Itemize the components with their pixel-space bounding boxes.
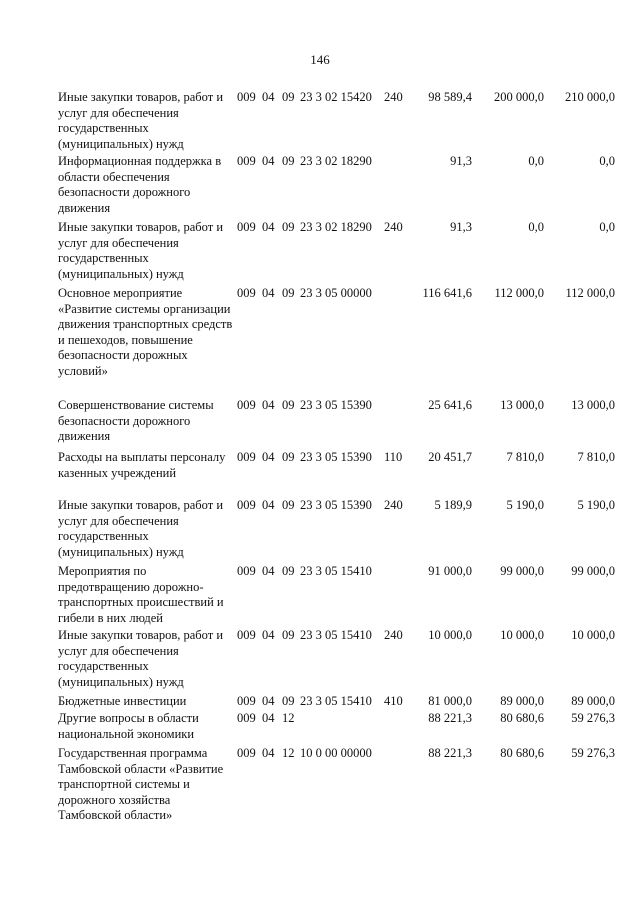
row-value-3: 5 190,0 bbox=[577, 498, 615, 512]
row-value-2: 0,0 bbox=[528, 154, 544, 168]
table-row bbox=[0, 90, 640, 154]
row-vr: 240 bbox=[384, 90, 403, 104]
row-rz: 04 bbox=[262, 398, 275, 412]
row-pr: 09 bbox=[282, 450, 295, 464]
row-value-2: 99 000,0 bbox=[500, 564, 544, 578]
row-value-2: 80 680,6 bbox=[500, 711, 544, 725]
row-value-2: 112 000,0 bbox=[494, 286, 544, 300]
row-grbs: 009 bbox=[237, 746, 256, 760]
row-rz: 04 bbox=[262, 286, 275, 300]
row-value-1: 88 221,3 bbox=[428, 711, 472, 725]
row-vr: 240 bbox=[384, 498, 403, 512]
table-row bbox=[0, 711, 640, 746]
row-rz: 04 bbox=[262, 746, 275, 760]
row-vr: 410 bbox=[384, 694, 403, 708]
row-name: Мероприятия по предотвращению дорожно-транспортных происшествий и гибели в них людей bbox=[58, 564, 224, 625]
row-value-1: 91,3 bbox=[450, 154, 472, 168]
table-row bbox=[0, 628, 640, 694]
row-rz: 04 bbox=[262, 498, 275, 512]
row-rz: 04 bbox=[262, 711, 275, 725]
row-value-3: 7 810,0 bbox=[577, 450, 615, 464]
row-value-2: 5 190,0 bbox=[506, 498, 544, 512]
row-value-3: 112 000,0 bbox=[565, 286, 615, 300]
row-cs: 23 3 02 18290 bbox=[300, 154, 372, 168]
row-cs: 23 3 05 15390 bbox=[300, 498, 372, 512]
row-value-3: 13 000,0 bbox=[571, 398, 615, 412]
row-rz: 04 bbox=[262, 220, 275, 234]
row-value-1: 91,3 bbox=[450, 220, 472, 234]
row-value-3: 99 000,0 bbox=[571, 564, 615, 578]
row-pr: 09 bbox=[282, 564, 295, 578]
row-cs: 23 3 05 15390 bbox=[300, 398, 372, 412]
budget-table bbox=[0, 90, 640, 828]
row-name: Информационная поддержка в области обеспечения безопасности дорожного движения bbox=[58, 154, 222, 215]
row-value-2: 200 000,0 bbox=[494, 90, 544, 104]
row-rz: 04 bbox=[262, 694, 275, 708]
row-grbs: 009 bbox=[237, 450, 256, 464]
row-grbs: 009 bbox=[237, 398, 256, 412]
row-value-3: 210 000,0 bbox=[565, 90, 615, 104]
row-value-1: 5 189,9 bbox=[434, 498, 472, 512]
row-cs: 23 3 05 15410 bbox=[300, 628, 372, 642]
row-grbs: 009 bbox=[237, 564, 256, 578]
table-row bbox=[0, 450, 640, 498]
row-pr: 09 bbox=[282, 628, 295, 642]
row-value-1: 91 000,0 bbox=[428, 564, 472, 578]
row-pr: 09 bbox=[282, 398, 295, 412]
row-rz: 04 bbox=[262, 90, 275, 104]
row-value-2: 7 810,0 bbox=[506, 450, 544, 464]
row-pr: 09 bbox=[282, 694, 295, 708]
row-name: Совершенствование системы безопасности дорожного движения bbox=[58, 398, 214, 443]
table-row bbox=[0, 564, 640, 628]
row-grbs: 009 bbox=[237, 498, 256, 512]
row-value-2: 10 000,0 bbox=[500, 628, 544, 642]
page-number: 146 bbox=[310, 52, 330, 67]
row-rz: 04 bbox=[262, 154, 275, 168]
row-rz: 04 bbox=[262, 628, 275, 642]
row-name: Расходы на выплаты персоналу казенных учреждений bbox=[58, 450, 226, 480]
row-cs: 23 3 05 15410 bbox=[300, 564, 372, 578]
row-name: Иные закупки товаров, работ и услуг для обеспечения государственных (муниципальных) нужд bbox=[58, 90, 224, 151]
row-name: Иные закупки товаров, работ и услуг для обеспечения государственных (муниципальных) нужд bbox=[58, 220, 224, 281]
row-cs: 23 3 05 00000 bbox=[300, 286, 372, 300]
row-grbs: 009 bbox=[237, 220, 256, 234]
row-grbs: 009 bbox=[237, 90, 256, 104]
row-grbs: 009 bbox=[237, 711, 256, 725]
row-name: Государственная программа Тамбовской области «Развитие транспортной системы и дорожного хозяйства Тамбовской области» bbox=[58, 746, 224, 822]
row-cs: 23 3 05 15410 bbox=[300, 694, 372, 708]
row-pr: 09 bbox=[282, 286, 295, 300]
row-pr: 09 bbox=[282, 90, 295, 104]
row-value-3: 10 000,0 bbox=[571, 628, 615, 642]
row-name: Другие вопросы в области национальной экономики bbox=[58, 711, 199, 741]
row-cs: 23 3 02 18290 bbox=[300, 220, 372, 234]
table-row bbox=[0, 398, 640, 450]
row-value-3: 0,0 bbox=[599, 154, 615, 168]
row-value-1: 25 641,6 bbox=[428, 398, 472, 412]
row-rz: 04 bbox=[262, 564, 275, 578]
row-value-1: 20 451,7 bbox=[428, 450, 472, 464]
row-pr: 12 bbox=[282, 746, 295, 760]
row-name: Бюджетные инвестиции bbox=[58, 694, 187, 708]
row-pr: 12 bbox=[282, 711, 295, 725]
row-cs: 23 3 02 15420 bbox=[300, 90, 372, 104]
table-row bbox=[0, 746, 640, 828]
row-value-1: 81 000,0 bbox=[428, 694, 472, 708]
row-value-3: 59 276,3 bbox=[571, 746, 615, 760]
row-value-2: 13 000,0 bbox=[500, 398, 544, 412]
row-rz: 04 bbox=[262, 450, 275, 464]
row-name: Основное мероприятие «Развитие системы организации движения транспортных средств и пешеходов, повышение безопасности дорожных условий» bbox=[58, 286, 233, 378]
row-pr: 09 bbox=[282, 498, 295, 512]
row-value-3: 89 000,0 bbox=[571, 694, 615, 708]
row-value-2: 89 000,0 bbox=[500, 694, 544, 708]
row-vr: 240 bbox=[384, 628, 403, 642]
row-value-1: 98 589,4 bbox=[428, 90, 472, 104]
row-value-2: 0,0 bbox=[528, 220, 544, 234]
row-vr: 240 bbox=[384, 220, 403, 234]
table-row bbox=[0, 498, 640, 564]
row-cs: 10 0 00 00000 bbox=[300, 746, 372, 760]
row-value-1: 10 000,0 bbox=[428, 628, 472, 642]
row-pr: 09 bbox=[282, 154, 295, 168]
row-value-1: 116 641,6 bbox=[422, 286, 472, 300]
row-grbs: 009 bbox=[237, 154, 256, 168]
row-value-3: 0,0 bbox=[599, 220, 615, 234]
row-grbs: 009 bbox=[237, 286, 256, 300]
row-vr: 110 bbox=[384, 450, 403, 464]
row-value-1: 88 221,3 bbox=[428, 746, 472, 760]
table-row bbox=[0, 694, 640, 711]
row-grbs: 009 bbox=[237, 694, 256, 708]
row-value-2: 80 680,6 bbox=[500, 746, 544, 760]
table-row bbox=[0, 286, 640, 398]
row-pr: 09 bbox=[282, 220, 295, 234]
row-grbs: 009 bbox=[237, 628, 256, 642]
row-value-3: 59 276,3 bbox=[571, 711, 615, 725]
row-name: Иные закупки товаров, работ и услуг для обеспечения государственных (муниципальных) нужд bbox=[58, 628, 224, 689]
table-row bbox=[0, 154, 640, 220]
row-name: Иные закупки товаров, работ и услуг для обеспечения государственных (муниципальных) нужд bbox=[58, 498, 224, 559]
table-row bbox=[0, 220, 640, 286]
row-cs: 23 3 05 15390 bbox=[300, 450, 372, 464]
